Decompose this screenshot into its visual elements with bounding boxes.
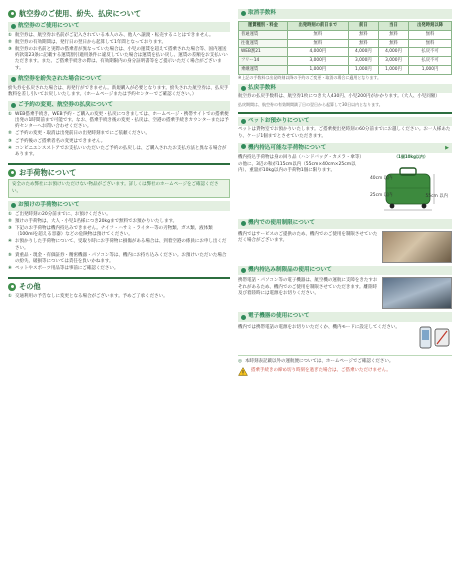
lost-text: 紛失券を払戻された場合は、再発行ができません。新規購入が必要となります。紛失された航空券は、払戻手数料を差し引いてお戻しいたします。（ホームページまたは予約センターでご確認ください。） [8, 85, 229, 97]
sub-bullet-icon [11, 77, 16, 82]
ticket-section-title: 航空券のご使用、紛失、払戻について [8, 9, 230, 19]
left-column [8, 6, 230, 301]
refund-text: 航空券の払戻手数料は、航空券1枚につき大人430円、小児200円がかかります。（大人、小児同額） [238, 94, 440, 100]
column-header: 当日 [378, 21, 408, 30]
column-header: 出発時刻の前日まで [287, 21, 348, 30]
bullet-icon: ◎ [238, 358, 242, 364]
checked-baggage-heading: お預けの手荷物について [8, 201, 230, 211]
carryon-block [238, 154, 452, 216]
column-header: 前日 [348, 21, 378, 30]
list-item: ③ ご予約後のご搭乗者名の変更はできません。 [8, 138, 106, 144]
list-item: ① 航空券は、航空券お名前がご記入されている本人のみ、他人へ譲渡・転売することはできません。 [8, 32, 214, 38]
height-label: 40cm 以内 [370, 175, 393, 181]
section-bullet-icon [8, 283, 16, 291]
section-divider [8, 163, 230, 164]
baggage-notice: 安全のため弊社にお預けいただけない物品がございます。詳しくは弊社のホームページをご確認ください。 [8, 179, 230, 197]
lavatory-block [238, 231, 452, 263]
list-item: ② 航空券の有効期間は、発行日の翌日から起算して1年間となっております。 [8, 39, 167, 45]
carryon-weight-label: （1個10kg以内） [394, 154, 428, 160]
sub-bullet-icon [241, 86, 246, 91]
sub-bullet-icon [241, 221, 246, 226]
usage-heading: 航空券のご使用について [8, 22, 230, 32]
table-row: WEB割21 4,000円 4,000円 4,000円 払戻不可 [239, 48, 452, 57]
sub-bullet-icon [241, 268, 246, 273]
right-column [238, 6, 452, 378]
column-header: 運賃種別・料金 [239, 21, 288, 30]
list-item: ① WEB搭乗手続き、WEB予約・ご購入の変更・払戻につきましては、ホームページ・携帯サイトでの搭乗便出発の1時間前まで可能です。なお、搭乗手続き後の変更・払戻は、空港の搭乗手続きカウンターまたは予約センターへお問い合わせください。 [8, 111, 229, 130]
pet-heading: ペットお預かりについて [238, 117, 452, 127]
list-item: ② ご予約の変更・取消は出発前日の出発時刻までにご依頼ください。 [8, 131, 150, 137]
sub-bullet-icon [241, 11, 246, 16]
sub-bullet-icon [11, 203, 16, 208]
refund-note: 払戻期間は、航空券の有効期間満了日の翌日から起算して30日以内となります。 [238, 101, 383, 107]
pet-text: ペットは貨物室でお預かりいたします。ご搭乗便出発時刻の60分前までにお越しください。お一人様あたり、ケージ1個までとさせていただきます。 [238, 127, 451, 139]
carryon-text: 機内持込手荷物は身の回り品（ハンドバッグ・カメラ・傘等）の他に、3辺の和が115cm以内（55cm×40cm×25cm以内）、重量が10kg以内の手荷物1個に限ります。 [238, 155, 364, 173]
sub-bullet-icon [241, 315, 246, 320]
list-item: ④ コンビニエンスストアでお支払いいただいたご予約の払戻しは、ご購入されたお支払方法と異なる場合があります。 [8, 145, 227, 157]
table-header-row [239, 21, 452, 30]
lavatory-heading: 機内での使用制限について [238, 219, 452, 229]
seat-photo [382, 277, 452, 309]
list-item: ② 預けの手荷物は、大人・小児1名様につき20kgまで無料でお預かりいたします。 [8, 218, 178, 224]
usage-list [8, 33, 230, 72]
electronics-heading: 機内持込み制限品の使用について [238, 266, 452, 276]
other-section-title: その他 [8, 282, 230, 292]
electronics-text: 携帯電話・パソコン等の電子機器は、航空機の運航に支障をきたすおそれがあるため、機内でのご使用を制限させていただきます。離陸時及び着陸時には電源をお切りください。 [238, 278, 378, 296]
final-note: ◎ 本時刻表記載以外の運航便については、ホームページでご確認ください。 [238, 358, 394, 364]
carryon-illustration [370, 154, 452, 216]
list-item: ① ご出発時刻の20分前までに、お預けください。 [8, 211, 111, 217]
cabin-photo [382, 231, 452, 263]
phone-text: 機内では携帯電話の電源をお切りいただくか、機内モードに設定してください。 [238, 325, 400, 331]
list-item: ⑤ 貴重品・現金・有価証券・精密機器・パソコン等は、機内にお持ち込みください。お預けいただいた場合の紛失、破損等については責任を負いかねます。 [8, 252, 227, 265]
sub-bullet-icon [241, 119, 246, 124]
warning-text: 搭乗手続きの締め切り時刻を過ぎた場合は、ご搭乗いただけません。 [251, 367, 391, 373]
column-header: 出発時刻以降 [409, 21, 452, 30]
changes-heading: ご予約の変更、航空券の払戻について [8, 101, 230, 111]
table-row: 往復運賃 無料 無料 無料 無料 [239, 39, 452, 48]
lost-heading: 航空券を紛失された場合について [8, 75, 230, 85]
baggage-list [8, 212, 230, 273]
suitcase-icon [370, 160, 448, 216]
final-warning [238, 367, 452, 376]
section-divider [8, 277, 230, 278]
phone-heading: 電子機器の使用について [238, 312, 452, 322]
warning-icon [238, 367, 248, 376]
electronics-block [238, 277, 452, 309]
table-row: 普通運賃 無料 無料 無料 無料 [239, 30, 452, 39]
section-divider [238, 112, 452, 113]
fee-notes: ※上記の手数料は出発時刻以降の予約のご変更・取消の場合に適用となります。 [238, 75, 382, 81]
cancel-fee-heading: 取消手数料 [238, 9, 452, 19]
arrow-right-icon: ▶ [445, 144, 449, 151]
table-row: 乗継運賃 1,000円 1,000円 1,000円 1,000円 [239, 66, 452, 75]
sub-bullet-icon [11, 24, 16, 29]
changes-list [8, 112, 230, 158]
divider [238, 355, 452, 356]
depth-label: 25cm 以内 [370, 192, 393, 198]
list-item: ③ 航空券のお名前と実際の搭乗者が異なっていた場合は、小児の運賃を超えて搭乗された場合等、国内運送約款第23条に記載する運賃割引適用条件に違反していた場合は運賃を払い戻し、運賃の差額をお支払いいただきます。また、ご搭乗手続きの際は、有効期限内の身分証明書等をご提示いただく場合がございます。 [8, 47, 228, 71]
phone-block [238, 324, 452, 352]
table-row: フリー14 3,000円 3,000円 3,000円 払戻不可 [239, 57, 452, 66]
section-bullet-icon [8, 169, 16, 177]
cancel-fee-table [238, 21, 452, 76]
list-item: ④ お預かりした手荷物について、受取り時にお手荷物に損傷がある場合は、到着空港の係員にお申し出ください。 [8, 239, 227, 251]
list-item: ⑥ ペットやスポーツ用品等は事前にご確認ください。 [8, 266, 119, 272]
carryon-heading: 機内持込可能な手荷物について ▶ [238, 143, 452, 154]
sub-bullet-icon [241, 144, 246, 149]
list-item: ③ 下記のお手荷物は機内持込みできません。ナイフ・ハサミ・ライター等の刃物類、ガス類、液体類（100mlを超える容器）などの危険物は預けてください。 [8, 226, 213, 238]
width-label: 55cm 以内 [425, 193, 448, 199]
mobile-phone-icon [416, 324, 452, 352]
section-bullet-icon [8, 10, 16, 18]
baggage-section-title: お手荷物について [8, 168, 230, 178]
lavatory-text: 機内ではサービスのご提供のため、機内でのご使用を制限させていただく場合がございます。 [238, 231, 378, 243]
sub-bullet-icon [11, 103, 16, 108]
refund-fee-heading: 払戻手数料 [238, 84, 452, 94]
list-item: ① 交通利用の予告なしに変更となる場合がございます。予めご了承ください。 [8, 293, 168, 299]
